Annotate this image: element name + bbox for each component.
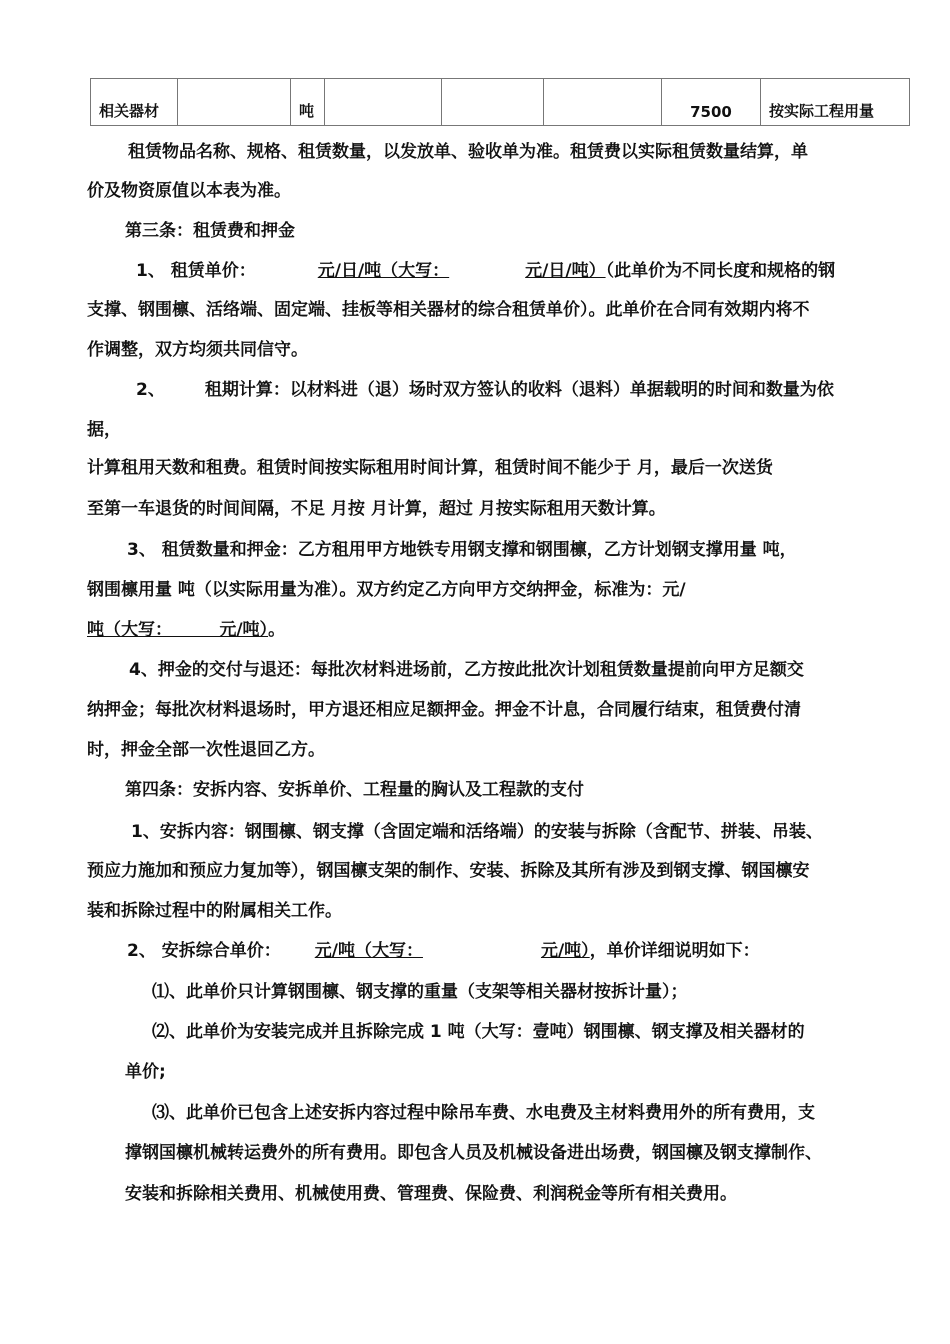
article3-item1-line1: [136, 259, 835, 283]
deposit-blank: 吨（大写： 元/吨）: [87, 620, 269, 640]
article4-item1-line1: 1、安拆内容：钢围檩、钢支撑（含固定端和活络端）的安装与拆除（含配节、拼装、吊装、: [131, 822, 823, 842]
article3-item1-rest: （此单价为不同长度和规格的钢: [605, 261, 836, 281]
article3-item2-line3: 计算租用天数和租费。租赁时间按实际租用时间计算，租赁时间不能少于 月，最后一次送货: [87, 458, 773, 478]
article3-item1-prefix: 1、 租赁单价：: [136, 261, 256, 281]
article3-item3-line2: 钢围檩用量 吨（以实际用量为准）。双方约定乙方向甲方交纳押金，标准为：元/: [87, 580, 686, 600]
article4-item2-rest: ，单价详细说明如下：: [589, 941, 760, 961]
table-cell-name: 相关器材: [91, 79, 178, 126]
article4-sub3-line1: ⑶、此单价已包含上述安拆内容过程中除吊车费、水电费及主材料费用外的所有费用，支: [152, 1103, 815, 1123]
table-cell-note: 按实际工程用量: [761, 79, 910, 126]
article4-sub1: ⑴、此单价只计算钢围檩、钢支撑的重量（支架等相关器材按拆计量）；: [152, 982, 688, 1002]
article4-sub3-line3: 安装和拆除相关费用、机械使用费、管理费、保险费、利润税金等所有相关费用。: [125, 1184, 737, 1204]
article3-item1-blank1: 元/日/吨（大写： 元/日/吨）: [317, 261, 606, 281]
article3-item3-line3: 吨（大写： 元/吨）。: [87, 620, 286, 640]
article4-item2-prefix: 2、 安拆综合单价：: [127, 941, 281, 961]
materials-table: [90, 78, 910, 126]
table-cell-value: 7500: [662, 79, 761, 126]
table-cell-spec: [178, 79, 291, 126]
article3-title: 第三条：租赁费和押金: [125, 221, 295, 241]
article4-sub2-line2: 单价;: [125, 1062, 166, 1082]
article3-item1-line2: 支撑、钢围檩、活络端、固定端、挂板等相关器材的综合租赁单价）。此单价在合同有效期内将不: [87, 300, 810, 320]
article3-item4-line2: 纳押金；每批次材料退场时，甲方退还相应足额押金。押金不计息，合同履行结束，租赁费付清: [87, 700, 801, 720]
article4-sub2-line1: ⑵、此单价为安装完成并且拆除完成 1 吨（大写：壹吨）钢围檩、钢支撑及相关器材的: [152, 1022, 805, 1042]
article3-item1-line3: 作调整，双方均须共同信守。: [87, 340, 308, 360]
article4-sub3-line2: 撑钢国檩机械转运费外的所有费用。即包含人员及机械设备进出场费，钢国檩及钢支撑制作、: [125, 1143, 822, 1163]
article3-item2-line4: 至第一车退货的时间间隔，不足 月按 月计算，超过 月按实际租用天数计算。: [87, 499, 666, 519]
article3-item2-text: 租期计算：以材料进（退）场时双方签认的收料（退料）单据载明的时间和数量为依: [204, 380, 834, 400]
article3-item2-line2: 据，: [87, 420, 121, 440]
article4-item1-line2: 预应力施加和预应力复加等），钢国檩支架的制作、安装、拆除及其所有涉及到钢支撑、钢国檩安: [87, 861, 810, 881]
table-row: [91, 79, 910, 126]
article3-item4-line1: 4、押金的交付与退还：每批次材料进场前，乙方按此批次计划租赁数量提前向甲方足额交: [129, 660, 804, 680]
article4-title: 第四条：安拆内容、安拆单价、工程量的胸认及工程款的支付: [125, 780, 584, 800]
table-cell-quantity: [325, 79, 442, 126]
para1-line1: 租赁物品名称、规格、租赁数量，以发放单、验收单为准。租赁费以实际租赁数量结算，单: [128, 142, 808, 162]
article4-item2-line1: [127, 939, 760, 963]
article4-item1-line3: 装和拆除过程中的附属相关工作。: [87, 901, 342, 921]
table-cell-empty-b: [544, 79, 662, 126]
table-cell-empty-a: [442, 79, 544, 126]
article4-item2-blank: 元/吨（大写： 元/吨）: [314, 941, 590, 961]
article3-item4-line3: 时，押金全部一次性退回乙方。: [87, 740, 325, 760]
table-cell-unit: 吨: [291, 79, 325, 126]
article3-item2-line1: [136, 378, 834, 402]
para1-line2: 价及物资原值以本表为准。: [87, 181, 291, 201]
article3-item3-line1: 3、 租赁数量和押金：乙方租用甲方地铁专用钢支撑和钢围檩，乙方计划钢支撑用量 吨，: [127, 540, 797, 560]
article3-item2-prefix: 2、: [136, 380, 165, 400]
